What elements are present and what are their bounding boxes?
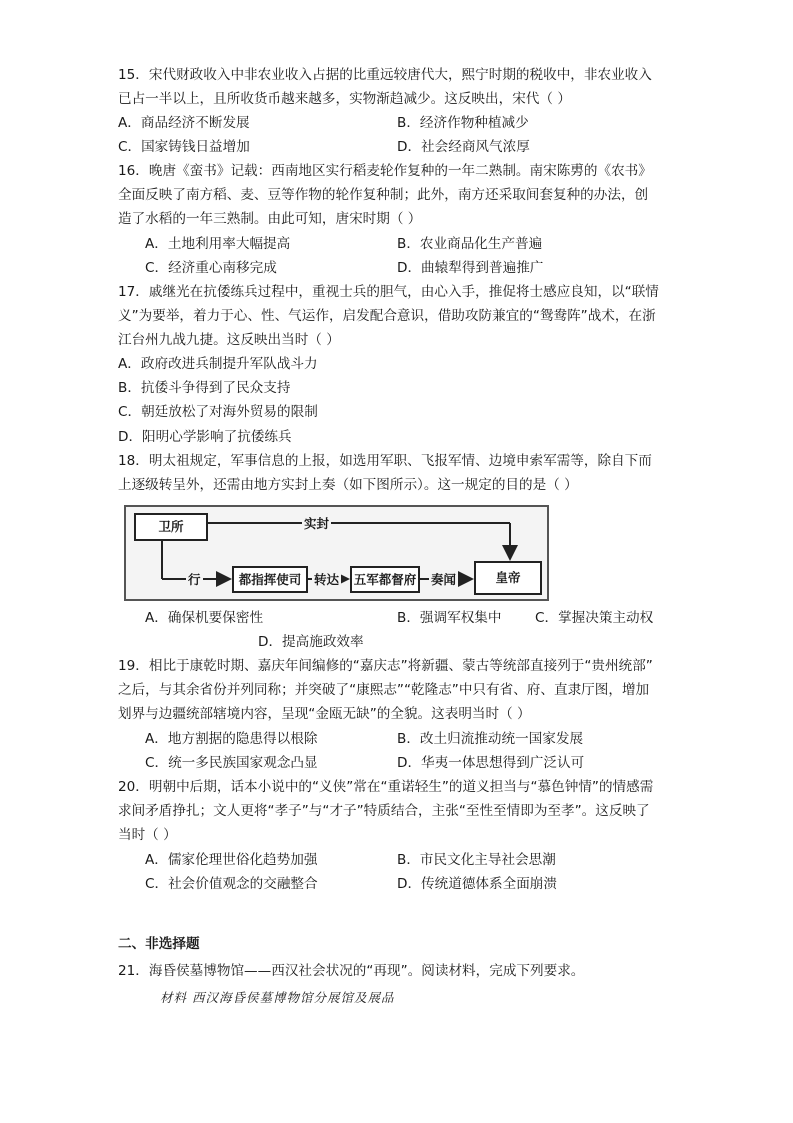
q16-option-b: B．农业商品化生产普遍 [397, 236, 543, 252]
edge-2-label: 转达 [314, 572, 340, 587]
q20-stem-line2: 求间矛盾挣扎；文人更将“孝子”与“才子”特质结合，主张“至性至情即为至孝”。这反映了 [118, 803, 650, 819]
q15-option-b: B．经济作物种植减少 [397, 115, 529, 131]
q15-stem-line1: 15．宋代财政收入中非农业收入占据的比重远较唐代大，熙宁时期的税收中，非农业收入 [118, 67, 652, 83]
q20-stem-line3: 当时（ ） [118, 827, 177, 843]
q18-stem-line2: 上逐级转呈外，还需由地方实封上奏（如下图所示）。这一规定的目的是（ ） [118, 477, 578, 493]
q15-option-d: D．社会经商风气浓厚 [397, 139, 530, 155]
q16-option-d: D．曲辕犁得到普遍推广 [397, 260, 544, 276]
q19-stem-line3: 划界与边疆统部辖境内容，呈现“金瓯无缺”的全貌。这表明当时（ ） [118, 706, 531, 722]
q18-option-d: D．提高施政效率 [258, 634, 364, 650]
q20-option-d: D．传统道德体系全面崩溃 [397, 876, 557, 892]
q17-option-b: B．抗倭斗争得到了民众支持 [118, 380, 291, 396]
edge-top-label: 实封 [304, 516, 330, 531]
q20-option-a: A．儒家伦理世俗化趋势加强 [145, 852, 318, 868]
q17-stem-line1: 17．戚继光在抗倭练兵过程中，重视士兵的胆气，由心入手，推促将士感应良知，以“联情 [118, 284, 659, 300]
q19-option-c: C．统一多民族国家观念凸显 [145, 755, 318, 771]
q20-option-b: B．市民文化主导社会思潮 [397, 852, 556, 868]
q18-option-a: A．确保机要保密性 [145, 610, 264, 626]
q20-stem-line1: 20．明朝中后期，话本小说中的“义侠”常在“重诺轻生”的道义担当与“慕色钟情”的情感需 [118, 779, 654, 795]
q17-stem-line3: 江台州九战九捷。这反映出当时（ ） [118, 332, 340, 348]
q17-stem-line2: 义”为要举，着力于心、性、气运作，启发配合意识，借助攻防兼宜的“鸳鸯阵”战术，在浙 [118, 308, 656, 324]
q19-option-d: D．华夷一体思想得到广泛认可 [397, 755, 585, 771]
q18-option-c: C．掌握决策主动权 [535, 610, 654, 626]
q16-option-c: C．经济重心南移完成 [145, 260, 277, 276]
node-weisuo: 卫所 [134, 513, 208, 541]
q21-material-caption: 材料 西汉海昏侯墓博物馆分展馆及展品 [160, 990, 395, 1005]
q16-stem-line1: 16．晚唐《蛮书》记载：西南地区实行稻麦轮作复种的一年二熟制。南宋陈旉的《农书》 [118, 163, 652, 179]
q15-option-c: C．国家铸钱日益增加 [118, 139, 250, 155]
section-heading: 二、非选择题 [118, 936, 200, 952]
node-huangdi: 皇帝 [474, 561, 542, 595]
q15-stem-line2: 已占一半以上，且所收货币越来越多，实物渐趋减少。这反映出，宋代（ ） [118, 91, 571, 107]
q18-option-b: B．强调军权集中 [397, 610, 502, 626]
q16-option-a: A．土地利用率大幅提高 [145, 236, 291, 252]
q16-stem-line2: 全面反映了南方稻、麦、豆等作物的轮作复种制；此外，南方还采取间套复种的办法，创 [118, 187, 649, 203]
q16-stem-line3: 造了水稻的一年三熟制。由此可知，唐宋时期（ ） [118, 211, 422, 227]
q18-flow-diagram [124, 505, 549, 601]
q18-stem-line1: 18．明太祖规定，军事信息的上报，如选用军职、飞报军情、边境申索军需等，除自下而 [118, 453, 652, 469]
q19-stem-line1: 19．相比于康乾时期、嘉庆年间编修的“嘉庆志”将新疆、蒙古等统部直接列于“贵州统部” [118, 658, 653, 674]
q21-stem-line1: 21．海昏侯墓博物馆——西汉社会状况的“再现”。阅读材料，完成下列要求。 [118, 963, 585, 979]
edge-3-label: 奏闻 [431, 572, 457, 587]
q19-option-b: B．改土归流推动统一国家发展 [397, 731, 584, 747]
q17-option-a: A．政府改进兵制提升军队战斗力 [118, 356, 318, 372]
node-duzhihuishisi: 都指挥使司 [232, 566, 308, 593]
node-wujundudufu: 五军都督府 [350, 566, 420, 593]
q20-option-c: C．社会价值观念的交融整合 [145, 876, 318, 892]
q17-option-c: C．朝廷放松了对海外贸易的限制 [118, 404, 318, 420]
q15-option-a: A．商品经济不断发展 [118, 115, 250, 131]
q19-option-a: A．地方割据的隐患得以根除 [145, 731, 318, 747]
edge-1-label: 行 [188, 572, 201, 587]
q17-option-d: D．阳明心学影响了抗倭练兵 [118, 429, 292, 445]
q19-stem-line2: 之后，与其余省份并列同称；并突破了“康熙志”“乾隆志”中只有省、府、直隶厅图，增加 [118, 682, 650, 698]
